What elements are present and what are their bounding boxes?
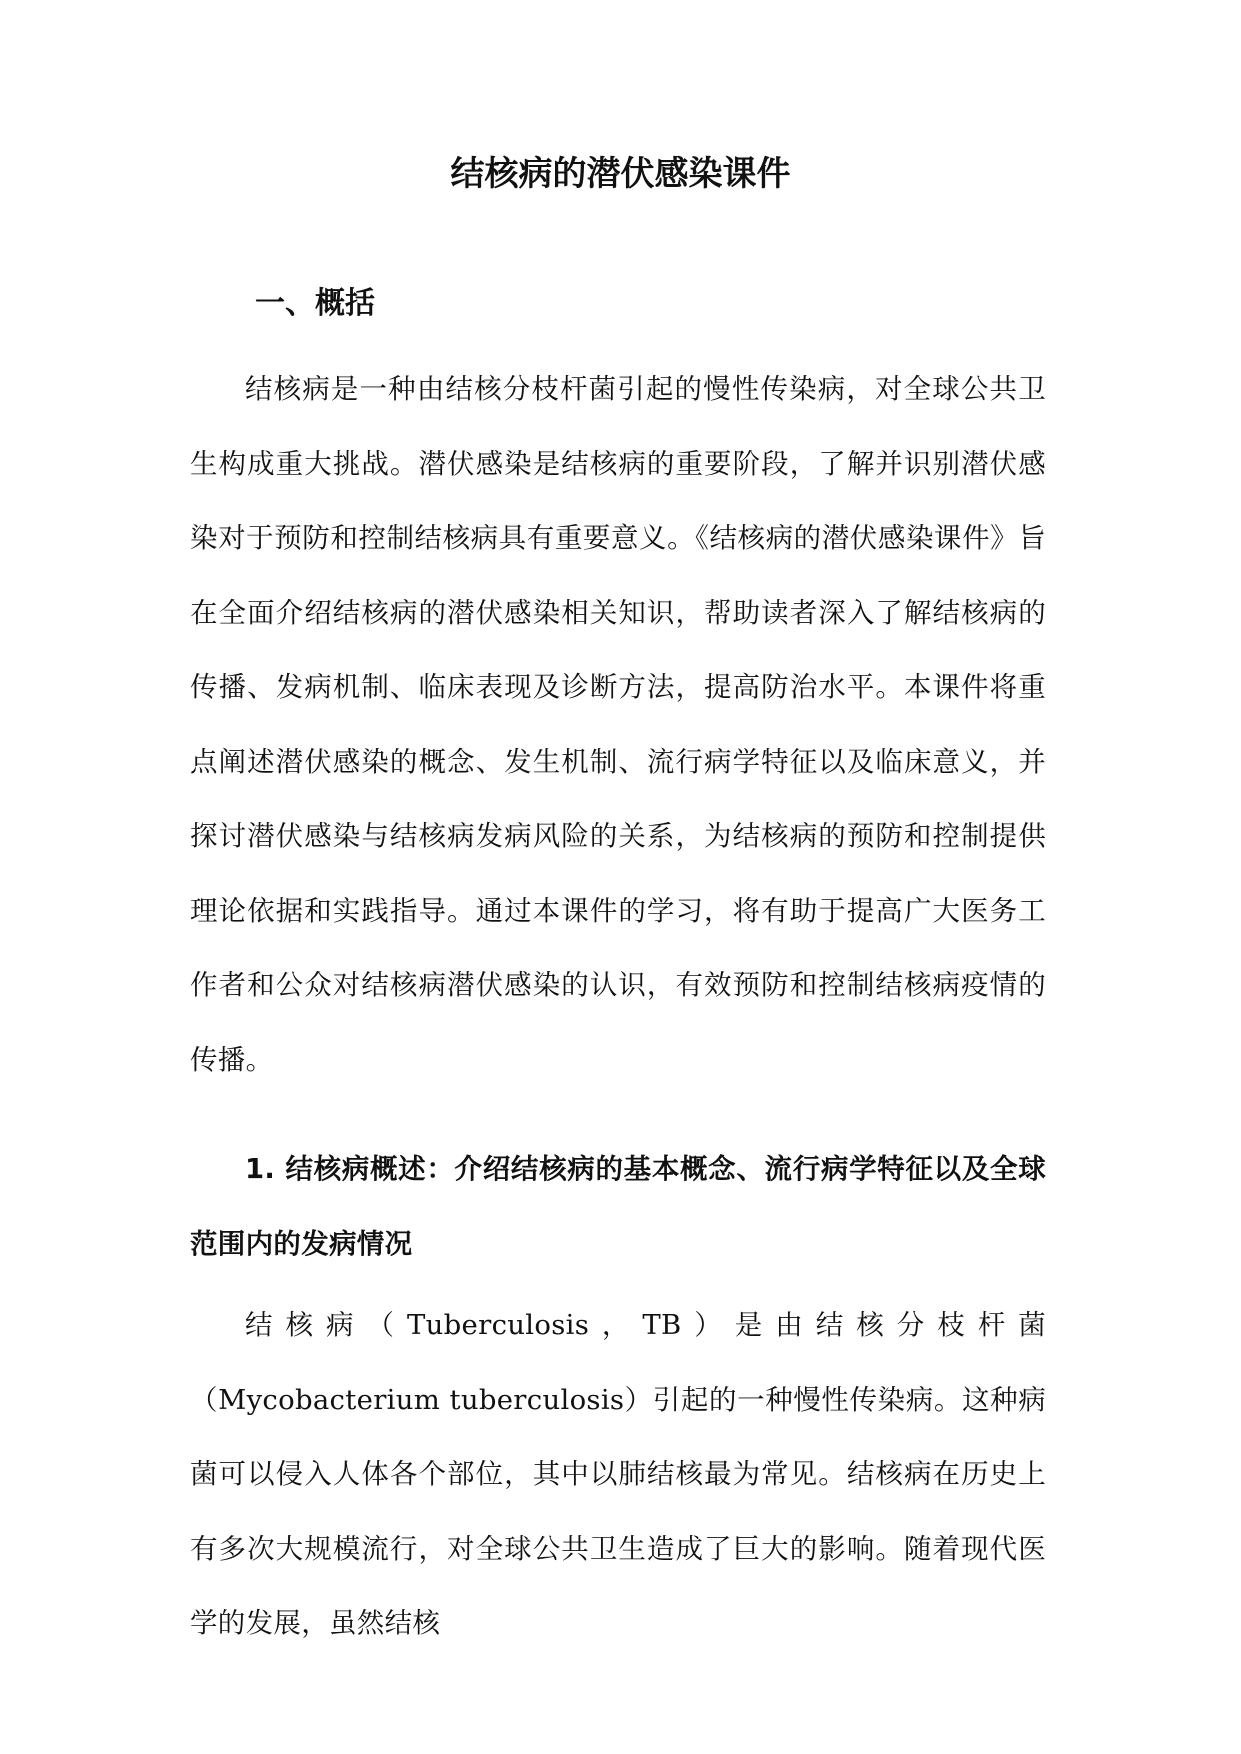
overview-paragraph: 结核病是一种由结核分枝杆菌引起的慢性传染病，对全球公共卫生构成重大挑战。潜伏感染是结核病的重要阶段，了解并识别潜伏感染对于预防和控制结核病具有重要意义。《结核病的潜伏感染课件》旨在全面介绍结核病的潜伏感染相关知识，帮助读者深入了解结核病的传播、发病机制、临床表现及诊断方法，提高防治水平。本课件将重点阐述潜伏感染的概念、发生机制、流行病学特征以及临床意义，并探讨潜伏感染与结核病发病风险的关系，为结核病的预防和控制提供理论依据和实践指导。通过本课件的学习，将有助于提高广大医务工作者和公众对结核病潜伏感染的认识，有效预防和控制结核病疫情的传播。 bbox=[190, 373, 1046, 1076]
subsection-paragraph: 结核病（Tuberculosis，TB）是由结核分枝杆菌（Mycobacterium tuberculosis）引起的一种慢性传染病。这种病菌可以侵入人体各个部位，其中以肺结核最为常见。结核病在历史上有多次大规模流行，对全球公共卫生造成了巨大的影响。随着现代医学的发展，虽然结核 bbox=[190, 1309, 1046, 1639]
subsection-heading: 1. 结核病概述：介绍结核病的基本概念、流行病学特征以及全球范围内的发病情况 bbox=[190, 1153, 1046, 1260]
section-heading-overview: 一、概括 bbox=[255, 286, 375, 321]
document-title: 结核病的潜伏感染课件 bbox=[450, 154, 791, 194]
